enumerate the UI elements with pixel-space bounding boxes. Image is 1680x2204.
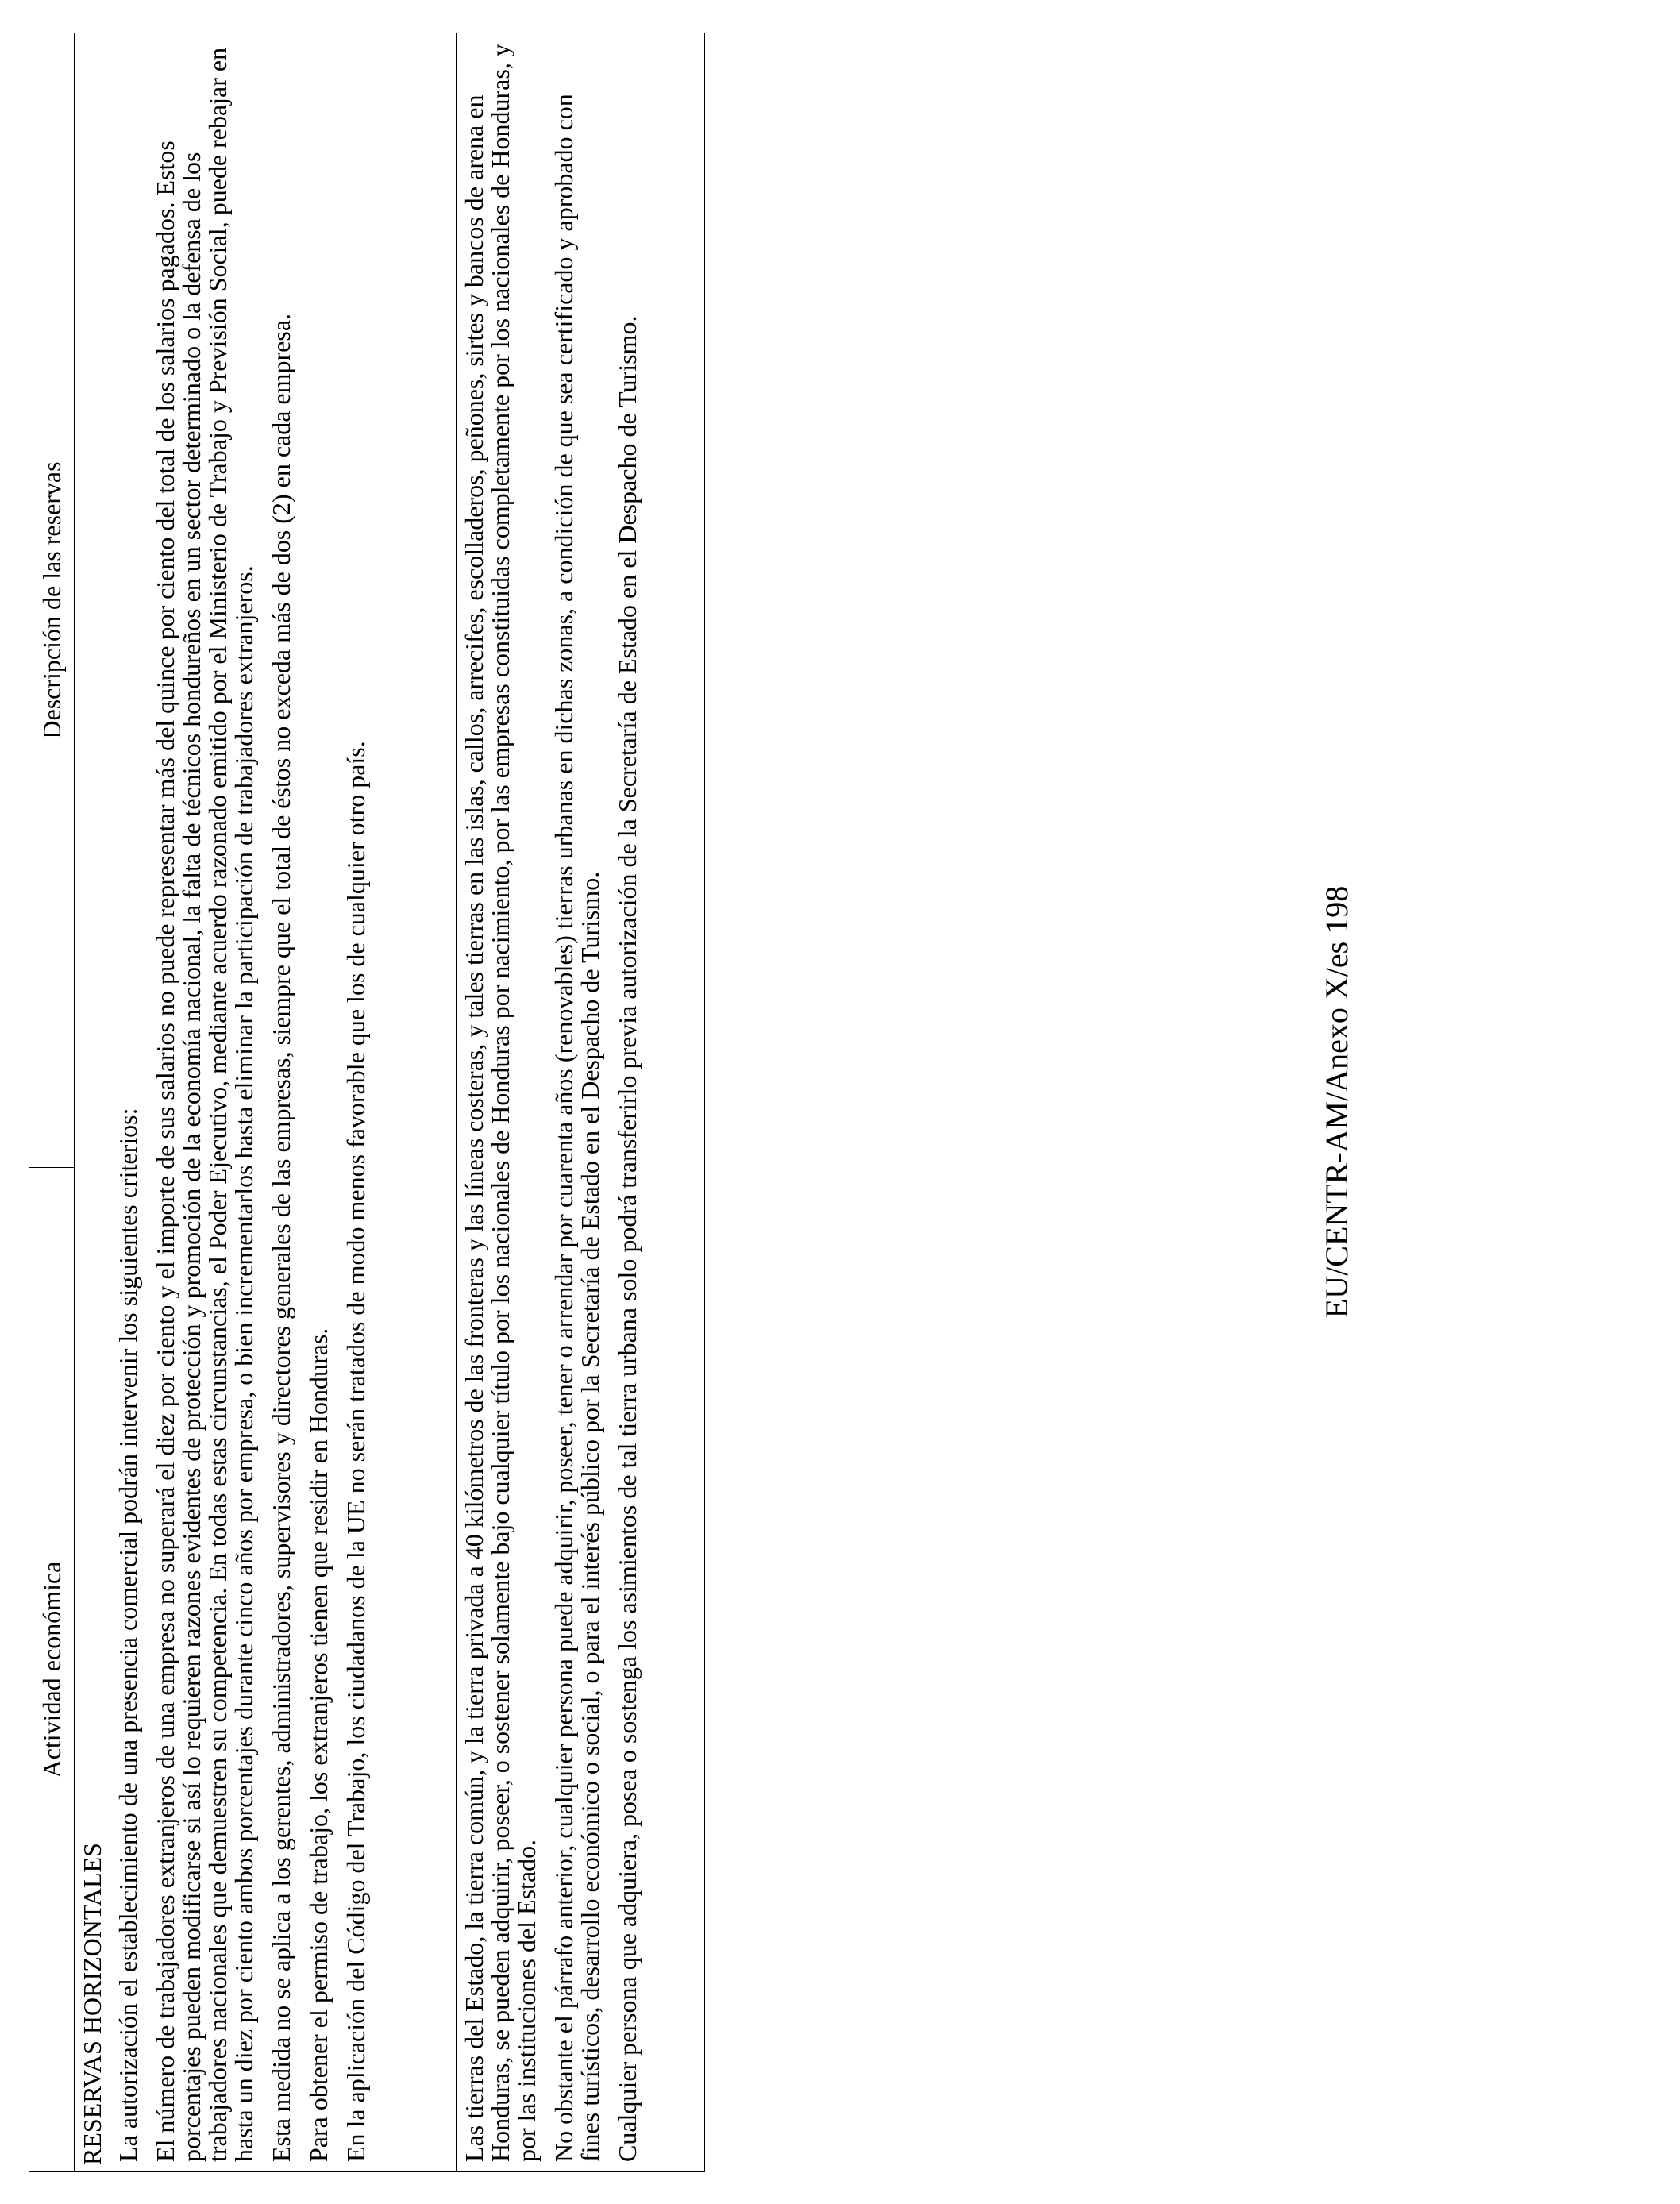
- section-title: RESERVAS HORIZONTALES: [75, 33, 110, 2172]
- section-row: [75, 33, 110, 2172]
- table-row: [456, 33, 704, 2172]
- reservation-block-land: [456, 33, 704, 2172]
- paragraph: El número de trabajadores extranjeros de una empresa no superará el diez por ciento y el importe de sus salarios no puede representar más del quince por ciento del total de los salarios pagados. Estos porcentajes pueden modificarse si así lo requieren razones evidentes de protección y promoción de la economía nacional, la falta de técnicos hondureños en un sector determinado o la defensa de los trabajadores nacionales que demuestren su competencia. En todas estas circunstancias, el Poder Ejecutivo, mediante acuerdo razonado emitido por el Ministerio de Trabajo y Previsión Social, puede rebajar en hasta un diez por ciento ambos porcentajes durante cinco años por empresa, o bien incrementarlos hasta eliminar la participación de trabajadores extranjeros.: [151, 47, 258, 2162]
- document-reference: EU/CENTR-AM/Anexo X/es 198: [1319, 885, 1354, 1319]
- paragraph: Las tierras del Estado, la tierra común, y la tierra privada a 40 kilómetros de las fronteras y las líneas costeras, y tales tierras en las islas, callos, arrecifes, escolladeros, peñones, sirtes y bancos de arena en Honduras, se pueden adquirir, poseer, o sostener solamente bajo cualquier título por los nacionales de Honduras por nacimiento, por las empresas constituidas completamente por los nacionales de Honduras, y por las instituciones del Estado.: [459, 44, 541, 2162]
- table-row: [110, 33, 457, 2172]
- paragraph: Cualquier persona que adquiera, posea o sostenga los asimientos de tal tierra urbana solo podrá transferirlo previa autorización de la Secretaría de Estado en el Despacho de Turismo.: [612, 315, 642, 2162]
- reservation-block-labor: [110, 33, 457, 2172]
- header-description: Descripción de las reservas: [29, 33, 75, 1168]
- reservations-table: [29, 33, 705, 2172]
- paragraph: La autorización el establecimiento de una presencia comercial podrán intervenir los siguientes criterios:: [114, 1108, 142, 2162]
- paragraph: En la aplicación del Código del Trabajo, los ciudadanos de la UE no serán tratados de modo menos favorable que los de cualquier otro país.: [341, 741, 370, 2162]
- paragraph: Para obtener el permiso de trabajo, los extranjeros tienen que residir en Honduras.: [304, 1327, 333, 2162]
- paragraph: No obstante el párrafo anterior, cualquier persona puede adquirir, poseer, tener o arrendar por cuarenta años (renovables) tierras urbanas en dichas zonas, a condición de que sea certificado y aprobado con fines turísticos, desarrollo económico o social, o para el interés público por la Secretaría de Estado en el Despacho de Turismo.: [549, 94, 604, 2162]
- table-header-row: [29, 33, 75, 2172]
- header-activity: Actividad económica: [29, 1168, 75, 2172]
- paragraph: Esta medida no se aplica a los gerentes, administradores, supervisores y directores generales de las empresas, siempre que el total de éstos no exceda más de dos (2) en cada empresa.: [267, 313, 295, 2162]
